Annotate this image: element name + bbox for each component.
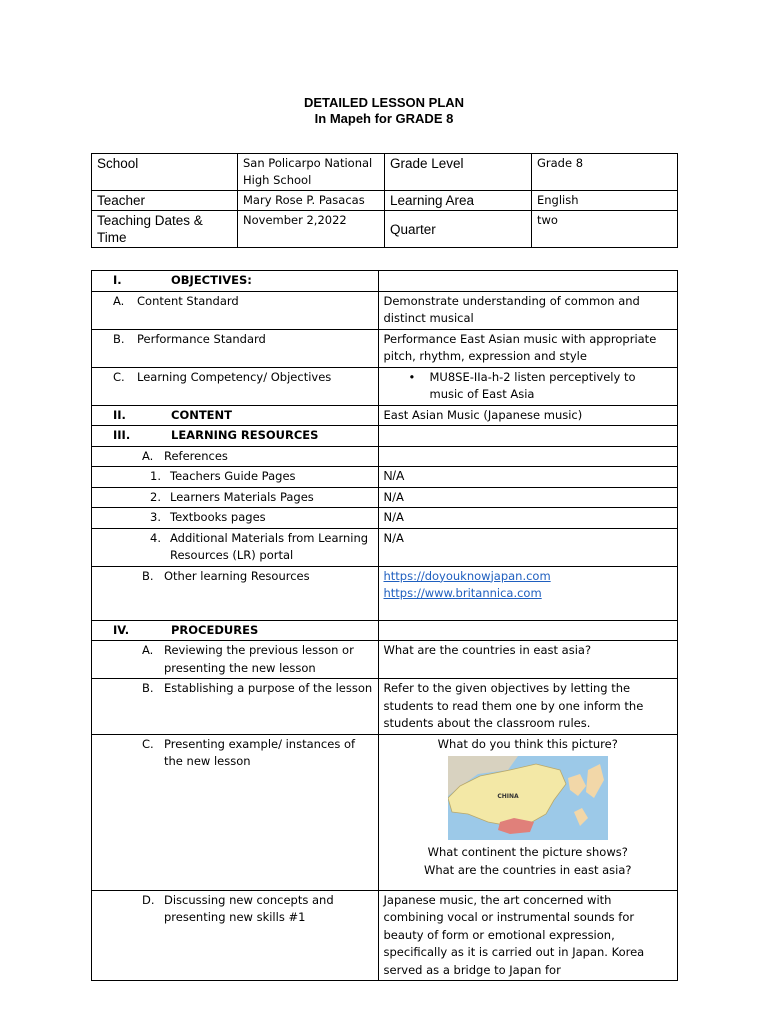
question-text: What are the countries in east asia? <box>423 862 632 877</box>
item-number: 3. <box>150 510 161 524</box>
quarter-value: two <box>532 211 678 248</box>
learning-area-value: English <box>532 191 678 211</box>
table-row <box>92 426 678 447</box>
question-text: What do you think this picture? <box>437 736 618 751</box>
item-label: Additional Materials from Learning Resources (LR) portal <box>170 530 369 562</box>
item-value: Japanese music, the art concerned with combining vocal or instrumental sounds for beauty of form or emotional expression, specifically as it is carried out in Japan. Korea served as a bridge to Japan for <box>378 890 678 981</box>
item-number: 4. <box>150 530 161 545</box>
item-label: Content Standard <box>137 293 239 308</box>
table-row <box>92 291 678 329</box>
table-row <box>92 528 678 566</box>
question-text: What continent the picture shows? <box>427 845 628 859</box>
item-number: 2. <box>150 489 161 504</box>
item-value: Demonstrate understanding of common and distinct musical <box>378 291 678 329</box>
table-row <box>92 508 678 529</box>
page-title: DETAILED LESSON PLAN <box>303 95 465 110</box>
school-label: School <box>92 154 238 191</box>
item-value: N/A <box>378 528 678 566</box>
info-table <box>91 153 678 248</box>
quarter-label: Quarter <box>385 211 532 248</box>
section-number: I. <box>113 273 122 287</box>
item-label: Reviewing the previous lesson or presenting the new lesson <box>164 643 354 675</box>
table-row <box>92 367 678 405</box>
item-value: N/A <box>378 487 678 508</box>
item-label: References <box>164 448 228 463</box>
school-value: San Policarpo National High School <box>238 154 385 191</box>
table-row <box>92 679 678 735</box>
item-label: Teachers Guide Pages <box>170 469 296 483</box>
item-value: Refer to the given objectives by letting the students to read them one by one inform the students about the classroom rules. <box>378 679 678 735</box>
section-label: LEARNING RESOURCES <box>171 428 319 442</box>
table-row <box>92 620 678 641</box>
page-subtitle: In Mapeh for GRADE 8 <box>314 111 454 126</box>
item-value: N/A <box>378 467 678 488</box>
table-row <box>92 641 678 679</box>
table-row <box>92 446 678 467</box>
britannica-link[interactable]: https://www.britannica.com <box>383 586 542 600</box>
section-label: CONTENT <box>171 407 233 422</box>
item-letter: B. <box>113 331 125 346</box>
map-graphic <box>448 756 608 840</box>
section-number: III. <box>113 428 131 442</box>
item-letter: A. <box>142 643 154 657</box>
grade-level-value: Grade 8 <box>532 154 678 191</box>
table-row <box>92 329 678 367</box>
teacher-label: Teacher <box>92 191 238 211</box>
table-row <box>92 566 678 620</box>
item-letter: B. <box>142 568 154 583</box>
item-value: MU8SE-IIa-h-2 listen perceptively to music of East Asia <box>429 369 636 401</box>
table-row <box>92 467 678 488</box>
east-asia-map-image <box>448 756 608 840</box>
item-value: N/A <box>378 508 678 529</box>
table-row <box>92 734 678 890</box>
learning-area-label: Learning Area <box>385 191 532 211</box>
section-number: IV. <box>113 622 130 637</box>
item-letter: C. <box>113 369 125 384</box>
item-letter: C. <box>142 736 154 751</box>
item-label: Learning Competency/ Objectives <box>137 369 332 384</box>
item-letter: A. <box>142 448 154 463</box>
bullet: • <box>408 369 416 384</box>
teacher-value: Mary Rose P. Pasacas <box>238 191 385 211</box>
dates-value: November 2,2022 <box>238 211 385 248</box>
item-label: Performance Standard <box>137 331 266 346</box>
item-label: Establishing a purpose of the lesson <box>164 681 373 695</box>
item-number: 1. <box>150 469 161 483</box>
item-letter: D. <box>142 892 155 907</box>
item-label: Other learning Resources <box>164 568 310 583</box>
table-row <box>92 487 678 508</box>
item-label: Textbooks pages <box>170 510 266 524</box>
doyouknowjapan-link[interactable]: https://doyouknowjapan.com <box>383 568 551 583</box>
item-label: Discussing new concepts and presenting new skills #1 <box>164 892 334 924</box>
section-label: PROCEDURES <box>171 622 259 637</box>
table-row <box>92 271 678 292</box>
table-row <box>92 405 678 426</box>
lesson-plan-table <box>91 270 678 981</box>
section-label: OBJECTIVES: <box>171 273 252 287</box>
item-value: What are the countries in east asia? <box>378 641 678 679</box>
item-label: Learners Materials Pages <box>170 489 314 504</box>
item-letter: A. <box>113 293 125 308</box>
item-value: Performance East Asian music with appropriate pitch, rhythm, expression and style <box>378 329 678 367</box>
item-letter: B. <box>142 681 154 695</box>
grade-level-label: Grade Level <box>385 154 532 191</box>
map-label: CHINA <box>497 793 519 800</box>
table-row <box>92 890 678 981</box>
item-label: Presenting example/ instances of the new lesson <box>164 736 356 768</box>
dates-label: Teaching Dates & Time <box>92 211 238 248</box>
item-value: East Asian Music (Japanese music) <box>378 405 678 426</box>
section-number: II. <box>113 407 126 422</box>
